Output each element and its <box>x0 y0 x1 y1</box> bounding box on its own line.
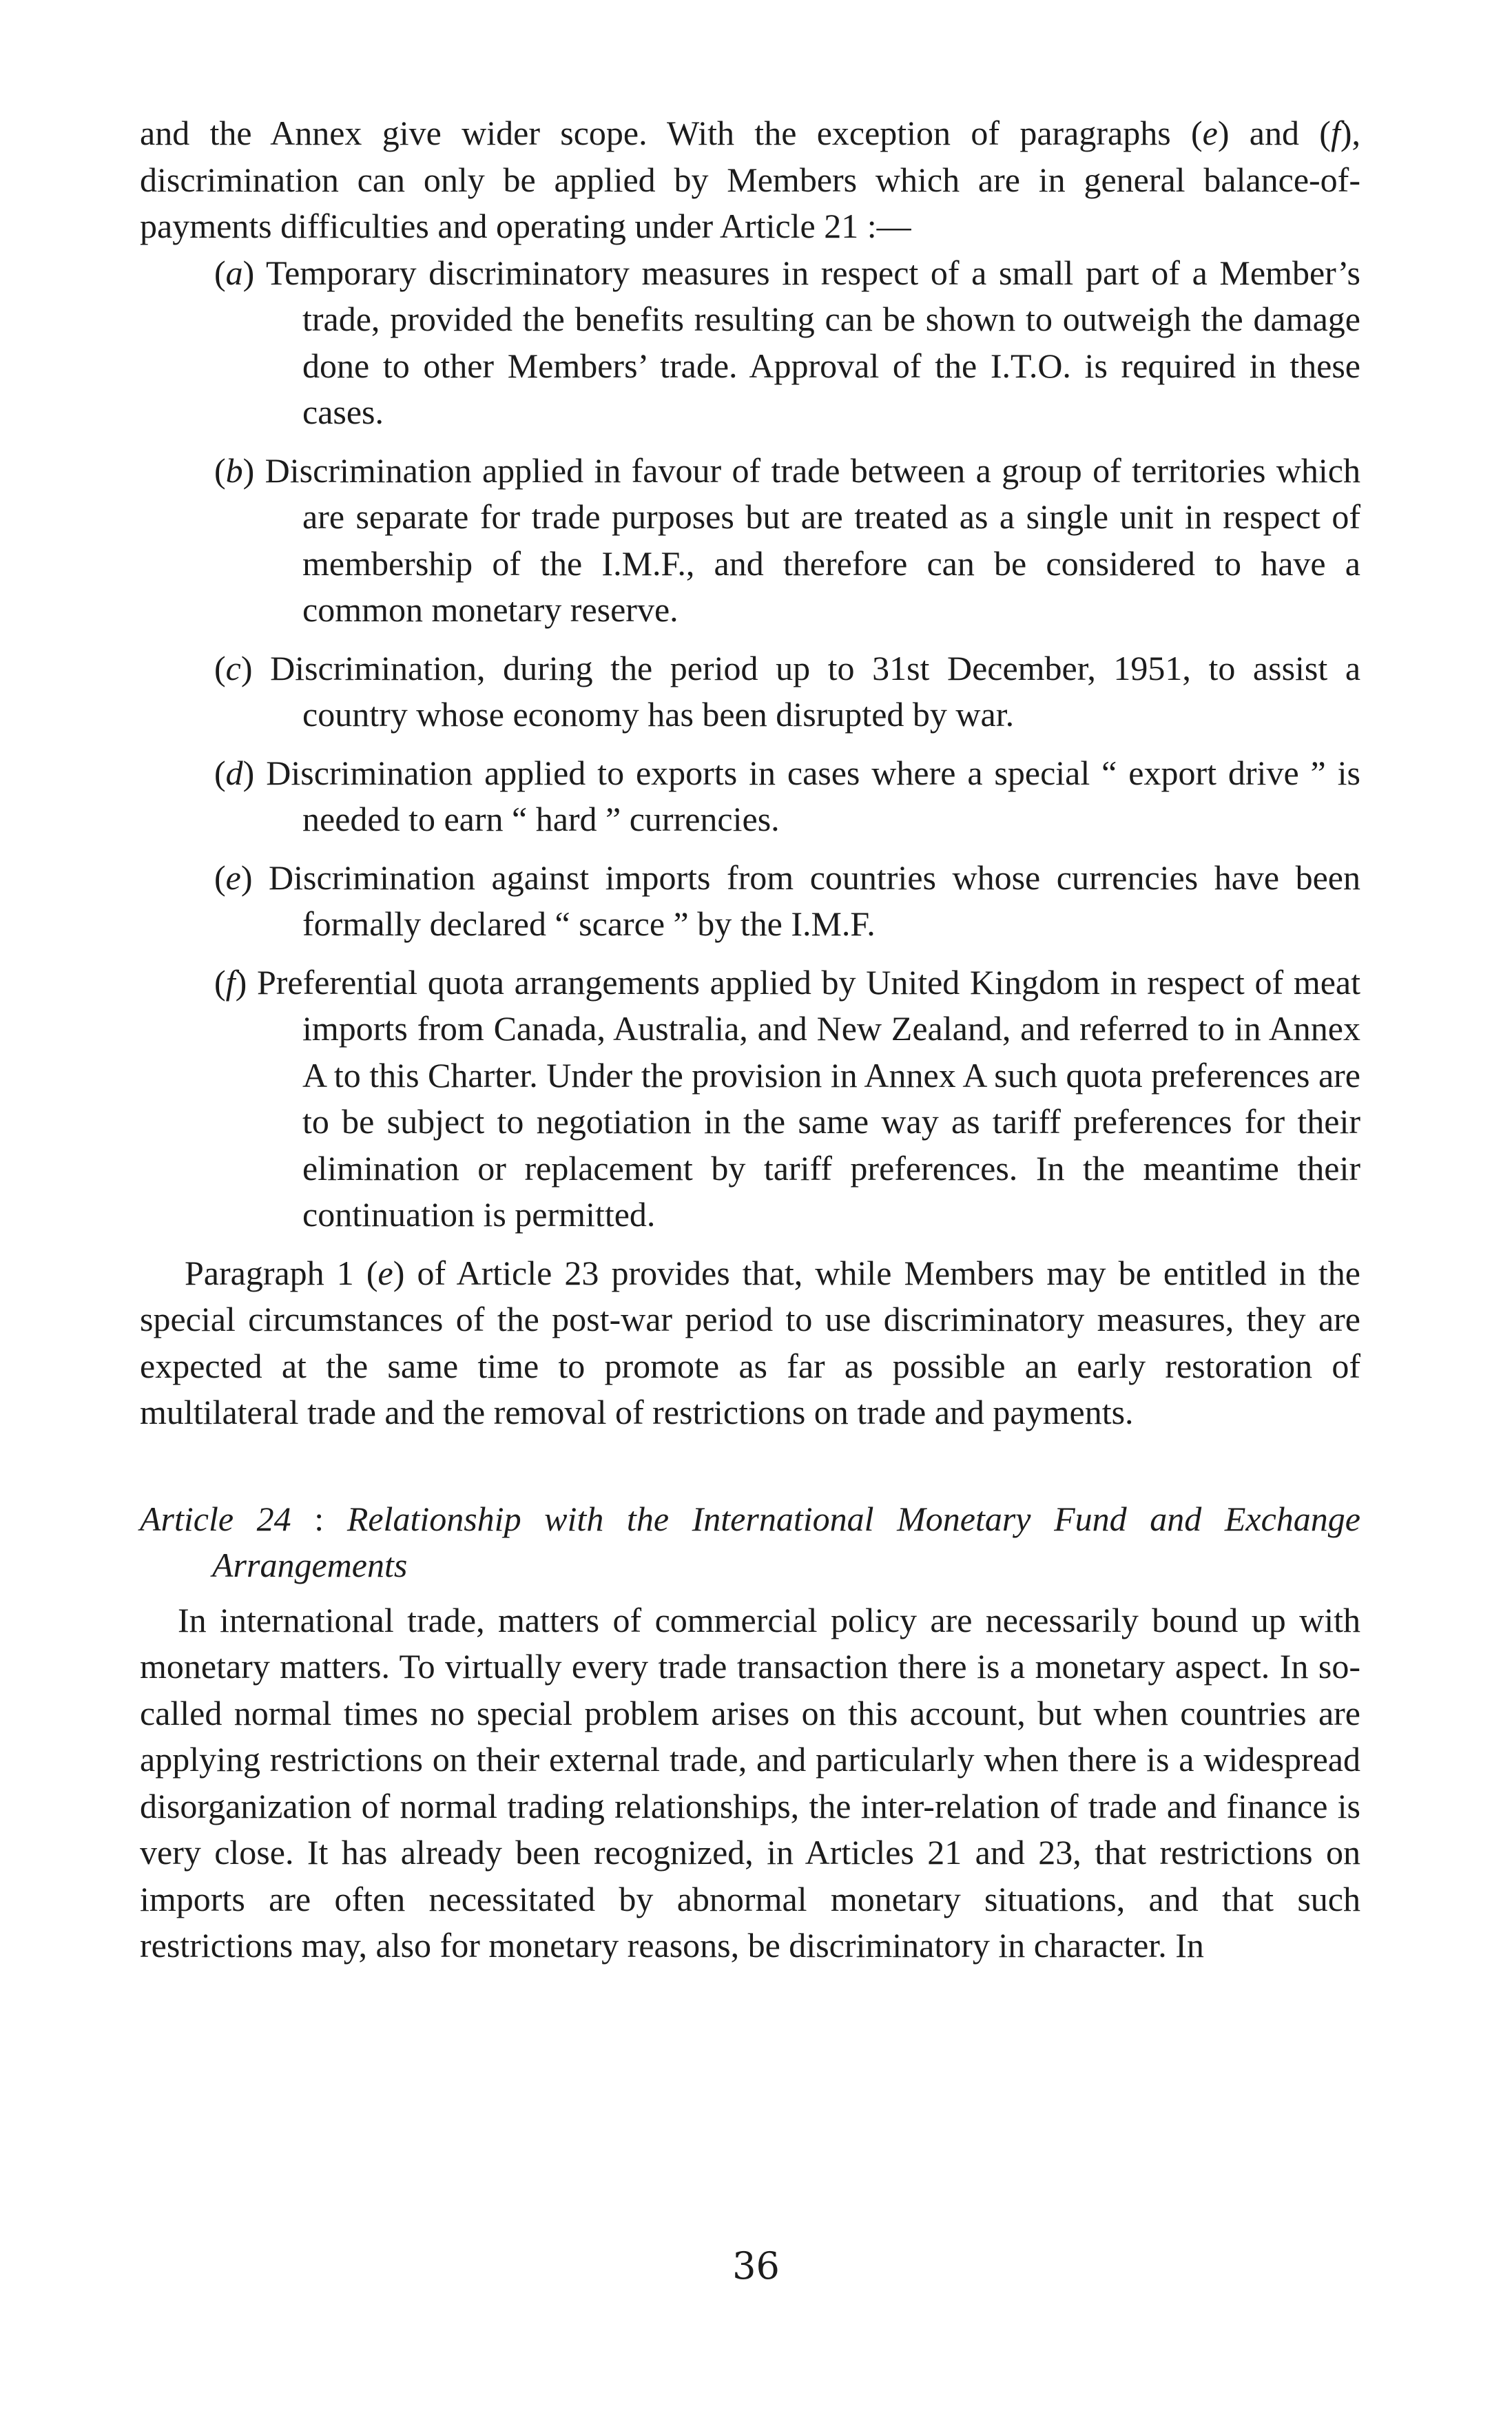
article-24-heading <box>140 1496 1360 1589</box>
para23-text-2: ) of Article 23 provides that, while Members may be entitled in the special circumstances of the post-war period to use discriminatory measures, they are expected at the same time to promote as far as possible an early restoration of multilateral trade and the removal of restrictions on trade and payments. <box>140 1253 1360 1431</box>
intro-paragraph <box>140 110 1360 250</box>
item-label: d <box>225 753 243 792</box>
item-label: c <box>225 648 241 687</box>
discrimination-list <box>140 250 1360 1239</box>
article-separator: : <box>291 1499 347 1538</box>
item-text: Temporary discriminatory measures in respect of a small part of a Member’s trade, provided the benefits resulting can be shown to outweigh the damage done to other Members’ trade. Approval of the I.T.O. is required in these cases. <box>266 253 1360 431</box>
article-23-paragraph <box>140 1250 1360 1436</box>
list-item-b: (b) Discrimination applied in favour of trade between a group of territories which are separate for trade purposes but are treated as a single unit in respect of membership of the I.M.F., and therefore can be considered to have a common monetary reserve. <box>214 450 1360 629</box>
list-item-c: (c) Discrimination, during the period up to 31st December, 1951, to assist a country whose economy has been disrupted by war. <box>214 648 1361 734</box>
intro-text-3: ), discrimination can only be applied by Members which are in general balance-of-payments difficulties and operating under Article 21 :— <box>140 114 1360 245</box>
intro-ref-e: e <box>1202 114 1218 152</box>
para23-ref-e: e <box>377 1253 393 1292</box>
document-page <box>140 110 1360 1969</box>
article-label: Article 24 <box>140 1499 291 1538</box>
list-item-a: (a) Temporary discriminatory measures in respect of a small part of a Member’s trade, provided the benefits resulting can be shown to outweigh the damage done to other Members’ trade. Approval of the I.T.O. is required in these cases. <box>214 253 1360 431</box>
list-item-f: (f) Preferential quota arrangements applied by United Kingdom in respect of meat imports from Canada, Australia, and New Zealand, and referred to in Annex A to this Charter. Under the provision in Annex A such quota preferences are to be subject to negotiation in the same way as tariff preferences for their elimination or replacement by tariff preferences. In the meantime their continuation is permitted. <box>214 962 1361 1234</box>
item-label: b <box>225 450 243 490</box>
item-text: Discrimination applied to exports in cases where a special “ export drive ” is needed to earn “ hard ” currencies. <box>266 753 1361 838</box>
item-text: Discrimination against imports from countries whose currencies have been formally declared “ scarce ” by the I.M.F. <box>269 858 1361 943</box>
item-label: e <box>225 858 241 897</box>
item-text: Discrimination applied in favour of trade between a group of territories which are separate for trade purposes but are treated as a single unit in respect of membership of the I.M.F., and therefore can be considered to have a common monetary reserve. <box>265 450 1360 629</box>
intro-text-1: and the Annex give wider scope. With the exception of paragraphs ( <box>140 114 1203 152</box>
list-item-e: (e) Discrimination against imports from countries whose currencies have been formally declared “ scarce ” by the I.M.F. <box>214 858 1361 943</box>
intro-ref-f: f <box>1330 114 1340 152</box>
article-title: Relationship with the International Monetary Fund and Exchange Arrangements <box>212 1499 1360 1584</box>
item-text: Discrimination, during the period up to 31st December, 1951, to assist a country whose economy has been disrupted by war. <box>270 648 1361 734</box>
item-text: Preferential quota arrangements applied by United Kingdom in respect of meat imports from Canada, Australia, and New Zealand, and referred to in Annex A to this Charter. Under the provision in Annex A such quota preferences are to be subject to negotiation in the same way as tariff preferences for their elimination or replacement by tariff preferences. In the meantime their continuation is permitted. <box>256 962 1361 1234</box>
para23-text-1: Paragraph 1 ( <box>185 1253 378 1292</box>
article-24-body: In international trade, matters of commercial policy are necessarily bound up with monetary matters. To virtually every trade transaction there is a monetary aspect. In so-called normal times no special problem arises on this account, but when countries are applying restrictions on their external trade, and particularly when there is a widespread disorganization of normal trading relationships, the inter-relation of trade and finance is very close. It has already been recognized, in Articles 21 and 23, that restrictions on imports are often necessitated by abnormal monetary situations, and that such restrictions may, also for monetary reasons, be discriminatory in character. In <box>140 1600 1360 1965</box>
intro-text-2: ) and ( <box>1217 114 1331 152</box>
page-number: 36 <box>732 2244 780 2288</box>
list-item-d: (d) Discrimination applied to exports in cases where a special “ export drive ” is needed to earn “ hard ” currencies. <box>214 753 1361 838</box>
item-label: a <box>225 253 243 292</box>
item-label: f <box>225 962 236 1002</box>
